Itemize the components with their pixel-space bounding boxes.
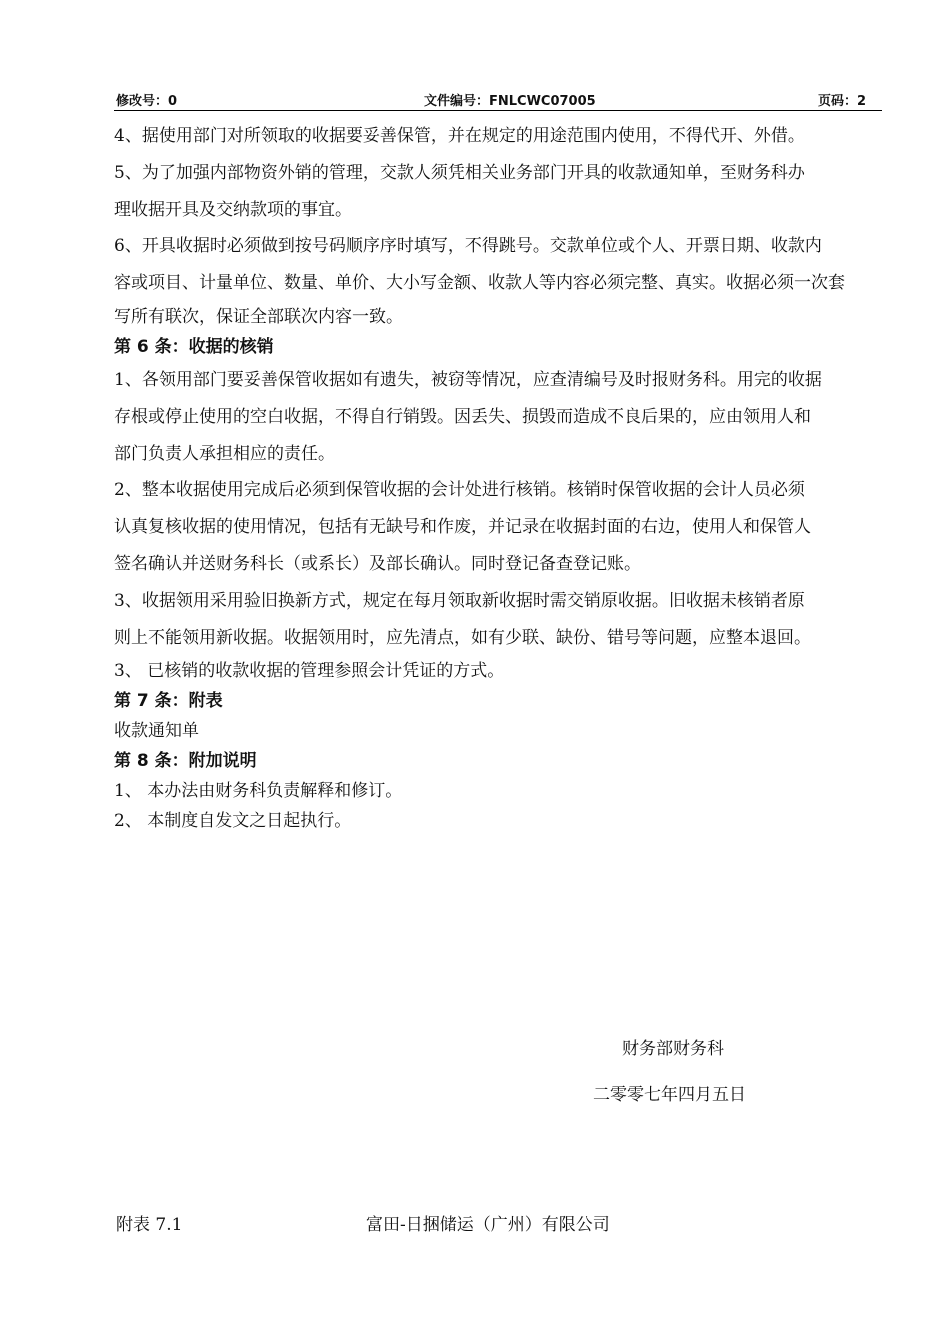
paragraph-line: 1、各领用部门要妥善保管收据如有遗失，被窃等情况，应查清编号及时报财务科。用完的收据 <box>114 369 822 390</box>
signature-department: 财务部财务科 <box>622 1039 724 1059</box>
paragraph-line: 认真复核收据的使用情况，包括有无缺号和作废，并记录在收据封面的右边，使用人和保管人 <box>114 517 811 538</box>
paragraph-line: 容或项目、计量单位、数量、单价、大小写金额、收款人等内容必须完整、真实。收据必须一次套 <box>114 273 845 294</box>
section-heading-8: 第 8 条：附加说明 <box>114 751 257 772</box>
section-heading-6: 第 6 条：收据的核销 <box>114 336 274 357</box>
document-body <box>114 118 886 836</box>
paragraph-line: 4、据使用部门对所领取的收据要妥善保管，并在规定的用途范围内使用，不得代开、外借。 <box>114 126 805 146</box>
paragraph-line: 3、 已核销的收款收据的管理参照会计凭证的方式。 <box>114 661 505 682</box>
paragraph-line: 写所有联次，保证全部联次内容一致。 <box>114 306 403 327</box>
section-heading-7: 第 7 条：附表 <box>114 691 223 712</box>
paragraph-line: 存根或停止使用的空白收据，不得自行销毁。因丢失、损毁而造成不良后果的，应由领用人和 <box>114 406 811 427</box>
paragraph-line: 2、 本制度自发文之日起执行。 <box>114 811 352 832</box>
paragraph-line: 签名确认并送财务科长（或系长）及部长确认。同时登记备查登记账。 <box>114 553 641 574</box>
paragraph-line: 6、开具收据时必须做到按号码顺序序时填写，不得跳号。交款单位或个人、开票日期、收款内 <box>114 236 822 257</box>
page-header <box>114 88 882 111</box>
attachment-name: 收款通知单 <box>114 721 199 742</box>
document-number: 文件编号：FNLCWC07005 <box>424 94 596 109</box>
paragraph-line: 5、为了加强内部物资外销的管理，交款人须凭相关业务部门开具的收款通知单，至财务科办 <box>114 162 805 183</box>
paragraph-line: 则上不能领用新收据。收据领用时，应先清点，如有少联、缺份、错号等问题，应整本退回。 <box>114 627 811 648</box>
paragraph-line: 部门负责人承担相应的责任。 <box>114 443 335 464</box>
footer-company: 富田-日捆储运（广州）有限公司 <box>366 1215 610 1235</box>
revision-number: 修改号：0 <box>116 94 178 109</box>
paragraph-line: 2、整本收据使用完成后必须到保管收据的会计处进行核销。核销时保管收据的会计人员必须 <box>114 480 805 501</box>
paragraph-line: 3、收据领用采用验旧换新方式，规定在每月领取新收据时需交销原收据。旧收据未核销者原 <box>114 590 805 611</box>
signature-date: 二零零七年四月五日 <box>593 1085 746 1105</box>
page-number: 页码：2 <box>817 94 866 109</box>
footer-attachment: 附表 7.1 <box>116 1215 183 1235</box>
paragraph-line: 理收据开具及交纳款项的事宜。 <box>114 199 352 220</box>
paragraph-line: 1、 本办法由财务科负责解释和修订。 <box>114 781 403 802</box>
